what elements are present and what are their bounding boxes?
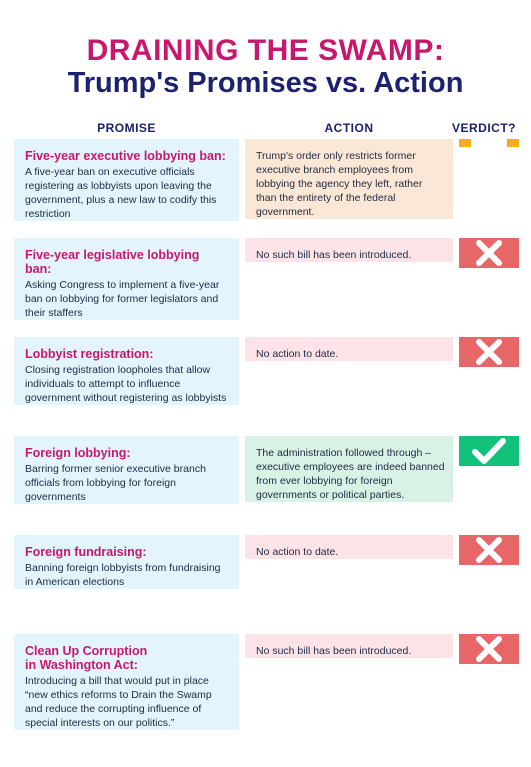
action-text: The administration followed through – executive employees are indeed banned from ever lobbying for foreign governments or political parties. <box>256 447 445 501</box>
x-icon <box>474 337 504 367</box>
promise-title: Clean Up Corruption in Washington Act: <box>25 644 148 672</box>
header-verdict: VERDICT? <box>452 121 516 135</box>
action-cell <box>245 535 453 559</box>
x-icon <box>474 634 504 664</box>
x-icon <box>474 238 504 268</box>
check-icon <box>471 436 507 466</box>
promise-description: Introducing a bill that would put in place “new ethics reforms to Drain the Swamp and reduce the corrupting influence of special interests on our politics.” <box>25 675 212 729</box>
verdict-cell-partial <box>459 139 519 147</box>
action-cell <box>245 337 453 361</box>
promise-title: Foreign fundraising: <box>25 545 147 559</box>
header-promise: PROMISE <box>97 121 156 135</box>
promise-title: Five-year legislative lobbying ban: <box>25 248 200 276</box>
promise-cell <box>14 634 239 730</box>
action-cell <box>245 634 453 658</box>
verdict-cell-fail <box>459 337 519 367</box>
promise-title: Lobbyist registration: <box>25 347 154 361</box>
promise-cell <box>14 139 239 221</box>
promise-title: Five-year executive lobbying ban: <box>25 149 226 163</box>
header-action: ACTION <box>324 121 374 135</box>
action-text: No action to date. <box>256 348 339 360</box>
table-row <box>14 139 519 231</box>
title-line-1: DRAINING THE SWAMP: <box>86 34 445 67</box>
action-text: No such bill has been introduced. <box>256 645 412 657</box>
action-text: Trump's order only restricts former executive branch employees from lobbying the agency they left, rather than the entirety of the federal government. <box>256 150 423 218</box>
dash-icon <box>471 139 507 147</box>
verdict-cell-fail <box>459 535 519 565</box>
x-icon <box>474 535 504 565</box>
table-row <box>14 337 519 429</box>
verdict-cell-fail <box>459 238 519 268</box>
table-row <box>14 634 519 742</box>
promise-cell <box>14 535 239 589</box>
promise-description: A five-year ban on executive officials registering as lobbyists upon leaving the government, plus a new law to codify this restriction <box>25 166 217 220</box>
table-row <box>14 436 519 528</box>
promise-cell <box>14 337 239 405</box>
action-cell <box>245 139 453 219</box>
promise-cell <box>14 436 239 504</box>
action-text: No action to date. <box>256 546 339 558</box>
table-row <box>14 238 519 330</box>
action-cell <box>245 436 453 502</box>
promise-description: Banning foreign lobbyists from fundraising in American elections <box>25 562 221 588</box>
title-line-2: Trump's Promises vs. Action <box>67 67 464 99</box>
action-text: No such bill has been introduced. <box>256 249 412 261</box>
table-row <box>14 535 519 627</box>
promise-title: Foreign lobbying: <box>25 446 131 460</box>
promise-description: Barring former senior executive branch officials from lobbying for foreign governments <box>25 463 206 503</box>
promise-description: Asking Congress to implement a five-year ban on lobbying for former legislators and their staffers <box>25 279 220 319</box>
verdict-cell-fail <box>459 634 519 664</box>
action-cell <box>245 238 453 262</box>
promise-description: Closing registration loopholes that allow individuals to attempt to influence government without registering as lobbyists <box>25 364 227 404</box>
promise-cell <box>14 238 239 320</box>
verdict-cell-pass <box>459 436 519 466</box>
